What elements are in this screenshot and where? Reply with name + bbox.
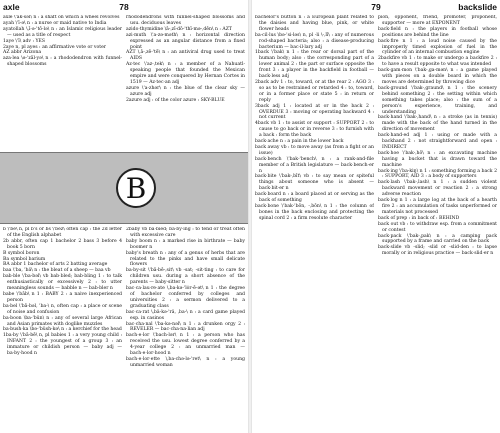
dictionary-entry: 2backfire vb 1 : to make or undergo a backfire 2 : to have a result opposite to what was intended <box>378 56 497 68</box>
dictionary-entry: ba·boon \ba-'bün\ n : any of several large African and Asian primates with doglike muzzles <box>3 315 122 327</box>
dictionary-entry: Az·tec \'az-ˌtek\ n : a member of a Nahuatl-speaking people that founded the Mexican empire and were conquered by Hernan Cortes in 1519 — Az·tec·an adj <box>126 62 245 85</box>
dictionary-entry: azi·muth \'a-zə-məth\ n : horizontal direction expressed as an angular distance from a fixed point <box>126 32 245 50</box>
band-rule-bottom <box>0 223 248 224</box>
dictionary-entry: bab·ble \'ba-bəl\ vb bab·bled; bab·bling 1 : to talk enthusiastically or excessively 2 : to utter meaningless sounds — babble n — bab·bler n <box>3 274 122 292</box>
right-running-head <box>255 2 497 14</box>
dictionary-entry: back out vb : to withdraw esp. from a commitment or contest <box>378 221 497 233</box>
dictionary-entry: BA abbr 1 bachelor of arts 2 batting average <box>3 262 108 268</box>
dictionary-entry: back·log n 1 : a large log at the back of a hearth fire 2 : an accumulation of tasks unperformed or materials not processed <box>378 198 497 215</box>
dictionary-entry: pion, opponent, friend, promoter, proponent, supporter — more at EXPONENT <box>378 15 497 26</box>
dictionary-entry: back·field n : the players in football whose positions are behind the line <box>378 26 497 38</box>
dictionary-entry: ba·by-sit \'bā-bē-ˌsit\ vb -sat; -sit·ting : to care for children usu. during a short absence of the parents — baby-sitter n <box>126 268 245 286</box>
dictionary-entry: 3back adj 1 : located at or in the back 2 : OVERDUE 3 : moving or operating backward 4 : not current <box>255 103 374 121</box>
dictionary-entry: aza·lea \ə-'zāl-yə\ n : a rhododendron with funnel-shaped blossoms <box>3 56 122 68</box>
dictionary-entry: baby's breath n : any of a genus of herbs that are related to the pinks and have small delicate flowers <box>126 250 245 268</box>
dictionary-entry: baa \'ba, 'bä\ n : the bleat of a sheep — baa vb <box>3 268 111 274</box>
left-guide-word: axle <box>3 2 20 12</box>
section-letter-band <box>0 152 248 224</box>
right-column-1 <box>255 15 374 430</box>
dictionary-entry: ba·cil·lus \bə-'si-ləs\ n, pl -li \-ˌlī\ : any of numerous rod-shaped bacteria; also : a disease-producing bacterium — bac·il·lary adj <box>255 32 374 50</box>
dictionary-entry: bac·ca·lau·re·ate \ˌba-kə-'lȯr-ē-ət\ n 1 : the degree of bachelor conferred by colleges and universities 2 : a sermon delivered to a graduating class <box>126 286 245 309</box>
dictionary-entry: ba·bel \'bā-bəl, 'ba-\ n, often cap : a place or scene of noise and confusion <box>3 303 122 315</box>
dictionary-entry: ayatollah \ˌī-ə-'tō-lə\ n : an Islamic religious leader — used as a title of respect <box>3 26 122 38</box>
right-page <box>252 0 500 433</box>
dictionary-entry: B symbol boron <box>3 250 40 256</box>
dictionary-entry: babe \'bāb\ n 1 : BABY 2 : a naive inexperienced person <box>3 291 122 303</box>
dictionary-entry: rhododendrons with funnel-shaped blossoms and usu. deciduous leaves <box>126 15 245 26</box>
dictionary-entry: back·board n : a board placed at or serving as the back of something <box>255 192 374 204</box>
dictionary-entry: back·lash \'bak-ˌlash\ n 1 : a sudden violent backward movement or reaction 2 : a strong adverse reaction <box>378 180 497 198</box>
dictionary-entry: bachelor's button n : a European plant related to the daisies and having blue, pink, or white flower heads <box>255 15 374 32</box>
section-letter-badge: B <box>116 168 156 208</box>
dictionary-entry: AZ abbr Arizona <box>3 50 42 56</box>
dictionary-entry: bac·ca·rat \ˌbä-kə-'rä, ˌba-\ n : a card game played esp. in casinos <box>126 309 245 321</box>
dictionary-entry: back·bite \'bak-ˌbīt\ vb : to say mean or spiteful things about someone who is absent — back·bit·er n <box>255 174 374 192</box>
dictionary-entry: ayah \'ī-ə\ n : a nurse or maid native to India <box>3 20 107 26</box>
dictionary-entry: 1back \'bak\ n 1 : the rear or dorsal part of the human body; also : the corresponding part of a lower animal 2 : the part or surface opposite the front 3 : a player in the backfield in football — back·less adj <box>255 50 374 80</box>
left-column-1-lower <box>3 227 122 430</box>
left-page-number: 78 <box>119 2 129 12</box>
dictionary-entry: 1ba·by \'bā-bē\ n, pl babies 1 : a very young child : INFANT 2 : the youngest of a group 3 : an immature or childish person — baby adj — ba·by·hood n <box>3 333 122 357</box>
dictionary-entry: 2back adv 1 : to, toward, or at the rear 2 : AGO 3 : so as to be restrained or retarded 4 : to, toward, or in a former place or state 5 : in return or reply <box>255 79 374 103</box>
dictionary-entry: 2baby vb ba·bied; ba·by·ing : to tend or treat often with excessive care <box>126 227 245 238</box>
dictionary-entry: AZT \ˌā-ˌzē-'tē\ n : an antiviral drug used to treat AIDS <box>126 50 245 62</box>
dictionary-entry: bac·cha·nal \'ba-kə-nəl\ n 1 : a drunken orgy 2 : REVELER — bac·cha·na·lian adj <box>126 321 245 333</box>
dictionary-entry: back·ground \'bak-ˌgraund\ n 1 : the scenery behind something 2 : the setting within which something takes place; also : the sum of a person's experience, training, and understanding <box>378 85 497 115</box>
dictionary-entry: back away vb : to move away (as from a fight or an issue) <box>255 144 374 156</box>
dictionary-entry: baby boom n : a marked rise in birthrate — baby boomer n <box>126 238 245 250</box>
dictionary-entry: back·gam·mon \'bak-ˌga-mən\ n : a game played with pieces on a double board in which the moves are determined by throwing dice <box>378 68 497 85</box>
dictionary-entry: back·pack \'bak-ˌpak\ n : a camping pack supported by a frame and carried on the back <box>378 233 497 245</box>
right-guide-word: backslide <box>458 2 497 12</box>
dictionary-entry: back·ache n : a pain in the lower back <box>255 139 344 145</box>
left-running-head <box>3 2 245 14</box>
dictionary-entry: ba·bush·ka \bə-'büsh-kə\ n : a kerchief for the head <box>3 327 122 333</box>
dictionary-entry: back·hand·ed adj 1 : using or made with a backhand 2 : not straightforward and open : INDIRECT <box>378 133 497 150</box>
left-column-2-upper <box>126 15 245 151</box>
dictionary-entry: back·ing \'ba-kiŋ\ n 1 : something forming a back 2 : SUPPORT, AID 3 : a body of supporters <box>378 168 497 180</box>
dictionary-entry: back·fire n 1 : a loud noise caused by the improperly timed explosion of fuel in the cylinder of an internal combustion engine <box>378 38 497 56</box>
band-rule-top <box>0 152 248 153</box>
dictionary-entry: back·hand \'bak-ˌhand\ n : a stroke (as in tennis) made with the back of the hand turned in the direction of movement <box>378 115 497 133</box>
dictionary-entry: 2aye n, pl ayes : an affirmative vote or voter <box>3 44 107 50</box>
right-page-number: 79 <box>371 2 381 12</box>
dictionary-entry: back·bench \'bak-'bench\ n : a rank-and-file member of a British legislature — back·bench·er n <box>255 156 374 174</box>
dictionary-entry: b \'bē\ n, pl b's or bs \'bēz\ often cap : the 2d letter of the English alphabet <box>3 227 122 238</box>
dictionary-entry: 2b abbr, often cap 1 bachelor 2 bass 3 before 4 book 5 born <box>3 238 122 250</box>
dictionary-entry: azure \'a-zhər\ n : the blue of the clear sky — azure adj <box>126 85 245 97</box>
left-page <box>0 0 248 433</box>
dictionary-entry: bach·e·lor·ette \ˌba-chə-lə-'ret\ n : a young unmarried woman <box>126 356 245 368</box>
dictionary-entry: 2azure adj : of the color azure : SKY-BLUE <box>126 97 225 103</box>
left-column-1-upper <box>3 15 122 151</box>
dictionary-entry: back·bone \'bak-'bōn, -ˌbōn\ n 1 : the column of bones in the back enclosing and protecting the spinal cord 2 : a firm resolute character <box>255 204 374 221</box>
dictionary-entry: back·slide vb -slid; -slid or -slid·den : to lapse morally or in religious practice — back·slid·er n <box>378 245 497 257</box>
dictionary-entry: 1aye \'ī\ adv : YES <box>3 38 45 44</box>
dictionary-entry: back·hoe \'bak-ˌhō\ n : an excavating machine having a bucket that is drawn toward the machine <box>378 150 497 168</box>
dictionary-entry: Ba symbol barium <box>3 256 46 262</box>
right-column-2 <box>378 15 497 430</box>
dictionary-entry: axle \'ak-səl\ n : a shaft on which a wheel revolves <box>3 15 120 20</box>
left-column-2-lower <box>126 227 245 430</box>
dictionary-entry: back of prep : in back of : BEHIND <box>378 215 460 221</box>
dictionary-entry: azido·thymidine \ā-ˌzī-dō-'thī-mə-ˌdēn\ n : AZT <box>126 26 232 32</box>
dictionary-entry: bach·e·lor \'bach-lər\ n 1 : a person who has received the usu. lowest degree conferred by a 4-year college 2 : an unmarried man — bach·e·lor·hood n <box>126 333 245 357</box>
dictionary-entry: 4back vb 1 : to assist or support : SUPPORT 2 : to cause to go back or in reverse 3 : to furnish with a back : form the back <box>255 121 374 139</box>
